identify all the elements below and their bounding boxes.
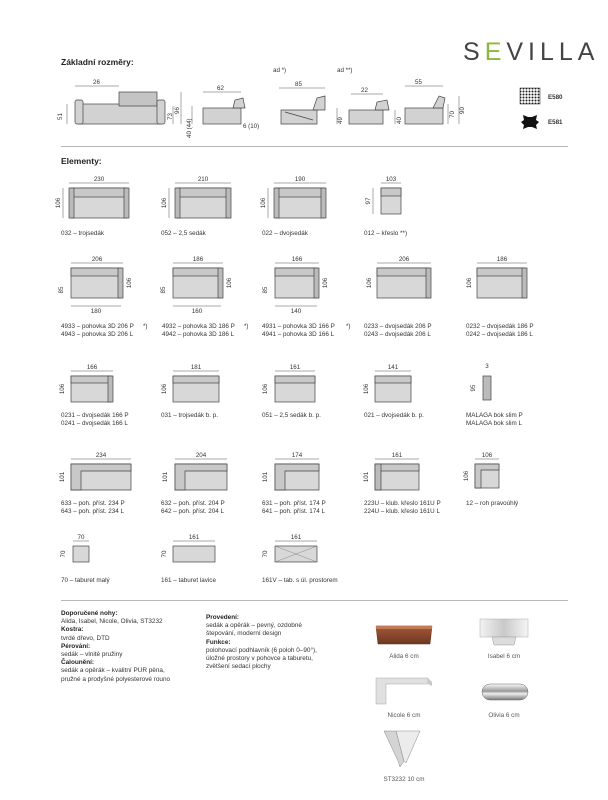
dim-w-4933: 206	[91, 256, 103, 263]
caption-022: 022 – dvojsedák	[262, 230, 308, 237]
dim-h2-4931: 85	[262, 286, 269, 294]
foot-nicole-label: Nicole 6 cm	[387, 712, 421, 719]
dim-w-161v: 161	[290, 534, 302, 541]
dim-26: 26	[93, 79, 100, 86]
dim-40-44: 40 (44)	[186, 118, 193, 138]
mark-4932: *)	[244, 323, 249, 330]
foot-alida-image	[372, 622, 436, 648]
info-design-text-1: sedák a opěrák – pevný, ozdobné	[206, 622, 302, 630]
basic-dimensions-heading: Základní rozměry:	[61, 57, 134, 67]
caption-12: 12 – roh pravoúhlý	[466, 500, 519, 507]
fabric-code-e580: E580	[548, 94, 563, 101]
caption-malaga: MALAGA bok slim P MALAGA bok slim L	[466, 412, 523, 427]
dim-22: 22	[361, 87, 368, 94]
foot-isabel-label: Isabel 6 cm	[487, 653, 521, 660]
dim-h-malaga: 95	[470, 384, 477, 392]
dim-h-051: 106	[262, 383, 269, 395]
dim-h-4932: 106	[226, 277, 233, 289]
dim-h-0233: 106	[366, 277, 373, 289]
info-function-heading: Funkce:	[206, 638, 231, 646]
foot-olivia-image	[476, 678, 534, 706]
info-frame-heading: Kostra:	[61, 626, 84, 634]
dim-6-10: 6 (10)	[243, 123, 260, 130]
dim-h-031: 106	[161, 383, 168, 395]
info-function-text-1: polohovací podhlavník (6 poloh 0–90°),	[206, 646, 317, 654]
dim-96: 96	[174, 107, 181, 114]
dim-55: 55	[415, 79, 422, 86]
caption-0233: 0233 – dvojsedák 206 P 0243 – dvojsedák 206 L	[364, 323, 432, 338]
dim-w-631: 174	[291, 452, 303, 459]
dim-40: 40	[396, 117, 403, 124]
fabric-code-e581: E581	[548, 119, 563, 126]
caption-021: 021 – dvojsedák b. p.	[364, 412, 424, 419]
info-function-text-3: zvětšení sedací plochy	[206, 663, 271, 671]
dim-h-631: 101	[262, 471, 269, 483]
dim-w-022: 190	[294, 176, 306, 183]
dim-h-052: 106	[161, 197, 168, 209]
caption-052: 052 – 2,5 sedák	[161, 230, 206, 237]
dim-w-malaga: 3	[485, 363, 489, 370]
info-left	[61, 610, 201, 684]
info-feet-heading: Doporučené nohy:	[61, 610, 118, 617]
info-springs-heading: Pérování:	[61, 642, 91, 650]
caption-4932: 4932 – pohovka 3D 186 P 4942 – pohovka 3D 186 L	[162, 323, 235, 338]
dim-h-70: 70	[60, 550, 67, 558]
info-upholstery-text-1: sedák a opěrák – kvalitní PUR pěna,	[61, 667, 165, 675]
basic-dimensions-drawing	[55, 62, 475, 140]
dim-73: 73	[167, 113, 174, 120]
info-middle	[206, 614, 346, 671]
dim-b-4933: 180	[90, 308, 102, 315]
dim-h2-4932: 85	[160, 286, 167, 294]
dim-w-223: 161	[391, 452, 403, 459]
info-springs-text: sedák – vlnité pružiny	[61, 651, 123, 659]
foot-st3232-image	[372, 727, 436, 771]
dim-w-0231: 166	[86, 364, 98, 371]
dim-w-052: 210	[197, 176, 209, 183]
dim-w-12: 106	[481, 452, 493, 459]
dim-h-022: 106	[260, 197, 267, 209]
dim-h-633: 101	[59, 471, 66, 483]
dim-h-161: 70	[161, 550, 168, 558]
foot-isabel-image	[474, 615, 534, 649]
dim-85: 85	[295, 81, 302, 88]
dim-w-021: 141	[387, 364, 399, 371]
dim-w-012: 103	[385, 176, 397, 183]
caption-032: 032 – trojsedák	[61, 230, 105, 237]
dim-h-4933: 106	[126, 277, 133, 289]
dim-w-0233: 206	[398, 256, 410, 263]
dim-49: 49	[337, 117, 344, 124]
info-design-text-2: štepování, moderní design	[206, 630, 282, 638]
leather-hide-icon	[519, 113, 541, 131]
dim-w-4932: 186	[192, 256, 204, 263]
caption-70: 70 – taburet malý	[61, 577, 110, 584]
info-function-text-2: úložné prostory v pohovce a taburetu,	[206, 655, 313, 663]
dim-70: 70	[449, 111, 456, 118]
info-upholstery-heading: Čalounění:	[61, 659, 95, 667]
elements-drawing	[55, 172, 575, 592]
brand-logo: SEVILLA	[463, 38, 600, 66]
dim-h-223: 101	[363, 471, 370, 483]
foot-olivia-label: Olivia 6 cm	[488, 712, 520, 719]
caption-031: 031 – trojsedák b. p.	[161, 412, 219, 419]
note-ad-1: ad *)	[273, 67, 287, 74]
caption-632: 632 – poh. příst. 204 P 642 – poh. příst. 204 L	[161, 500, 225, 515]
dim-h-0231: 106	[59, 383, 66, 395]
elements-heading: Elementy:	[61, 156, 102, 166]
dim-w-051: 161	[289, 364, 301, 371]
info-feet-text: Alida, Isabel, Nicole, Olivia, ST3232	[61, 618, 163, 626]
info-design-heading: Provedení:	[206, 614, 240, 621]
caption-161: 161 – taburet lavice	[161, 577, 216, 584]
dim-w-0232: 186	[496, 256, 508, 263]
divider	[61, 146, 568, 147]
dim-51: 51	[57, 113, 64, 120]
foot-st3232-label: ST3232 10 cm	[383, 776, 425, 783]
dim-h-12: 106	[463, 470, 470, 482]
fabric-swatch-icon	[519, 87, 541, 105]
info-upholstery-text-2: pružné a prodyšné polyesterové rouno	[61, 675, 171, 683]
dim-b-4931: 140	[290, 308, 302, 315]
dim-h-161v: 70	[262, 550, 269, 558]
caption-051: 051 – 2,5 sedák b. p.	[262, 412, 321, 419]
dim-h2-4933: 85	[58, 286, 65, 294]
caption-012: 012 – křeslo **)	[364, 230, 408, 237]
caption-631: 631 – poh. příst. 174 P 641 – poh. příst. 174 L	[262, 500, 326, 515]
caption-4931: 4931 – pohovka 3D 166 P 4941 – pohovka 3D 166 L	[262, 323, 335, 338]
dim-h-632: 101	[162, 471, 169, 483]
dim-h-0232: 106	[466, 277, 473, 289]
caption-223: 223U – klub. křeslo 161U P 224U – klub. křeslo 161U L	[364, 500, 441, 515]
dim-90: 90	[459, 107, 466, 114]
mark-4931: *)	[346, 323, 351, 330]
dim-h-021: 106	[363, 383, 370, 395]
info-frame-text: tvrdé dřevo, DTD	[61, 634, 110, 642]
mark-4933: *)	[143, 323, 148, 330]
dim-w-633: 234	[95, 452, 107, 459]
caption-4933: 4933 – pohovka 3D 206 P 4943 – pohovka 3D 206 L	[61, 323, 134, 338]
caption-161v: 161V – tab. s úl. prostorem	[262, 577, 338, 584]
dim-w-70: 70	[77, 534, 85, 541]
dim-w-161: 161	[188, 534, 200, 541]
dim-w-032: 230	[93, 176, 105, 183]
foot-nicole-image	[372, 672, 436, 708]
dim-h-4931: 106	[322, 277, 329, 289]
caption-0231: 0231 – dvojsedák 166 P 0241 – dvojsedák 166 L	[61, 412, 129, 427]
caption-633: 633 – poh. příst. 234 P 643 – poh. příst. 234 L	[61, 500, 125, 515]
dim-h-012: 97	[365, 197, 372, 205]
dim-w-4931: 166	[291, 256, 303, 263]
note-ad-2: ad **)	[337, 67, 353, 74]
dim-62: 62	[217, 85, 224, 92]
caption-0232: 0232 – dvojsedák 186 P 0242 – dvojsedák 186 L	[466, 323, 534, 338]
divider	[61, 600, 568, 601]
dim-h-032: 106	[55, 197, 62, 209]
dim-b-4932: 160	[191, 308, 203, 315]
dim-w-632: 204	[195, 452, 207, 459]
dim-w-031: 181	[190, 364, 202, 371]
foot-alida-label: Alida 6 cm	[389, 653, 419, 660]
